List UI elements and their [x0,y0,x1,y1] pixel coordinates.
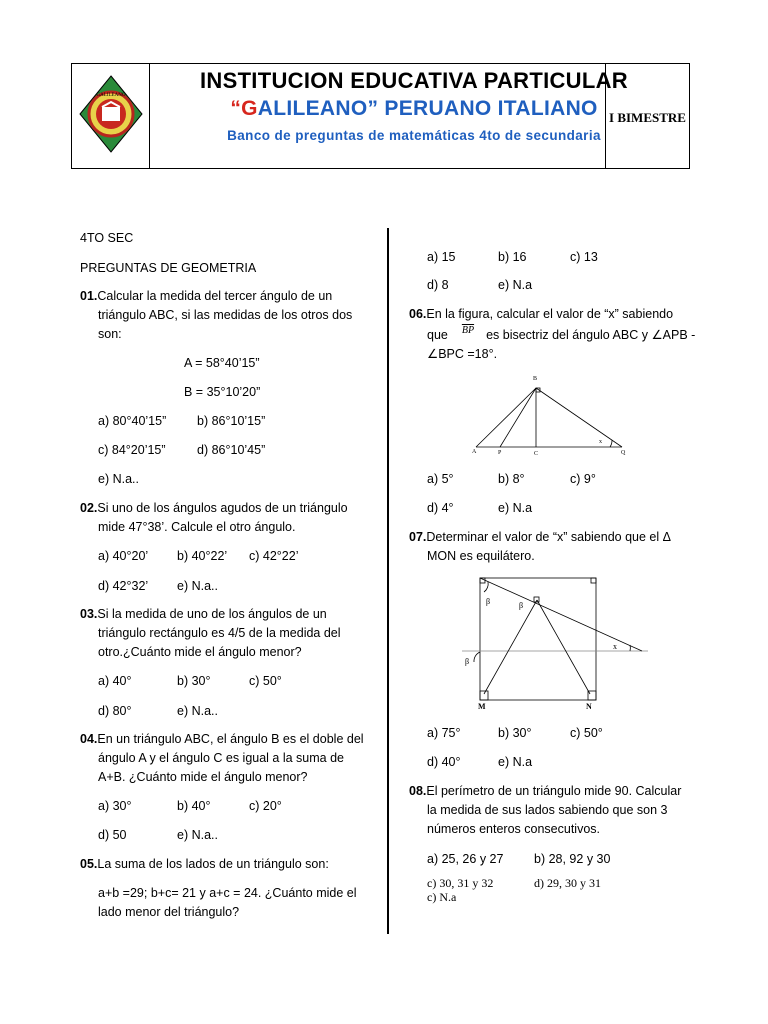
q1-option-a[interactable]: a) 80°40’15” [98,414,167,428]
q1-text-3: son: [98,327,122,341]
q7-angle-beta-arc-3 [474,652,480,662]
q4-option-b[interactable]: b) 40° [177,799,211,813]
q8-text-2: la medida de sus lados sabiendo que son 3 [427,803,668,817]
q8-option-b[interactable]: b) 28, 92 y 30 [534,852,611,866]
q2-option-c[interactable]: c) 42°22’ [249,549,299,563]
q3-text-3: otro.¿Cuánto mide el ángulo menor? [98,645,302,659]
q8-option-c[interactable]: c) 30, 31 y 32 [427,876,494,890]
q4-option-a[interactable]: a) 30° [98,799,132,813]
q6-label-b: B [533,376,538,382]
q5-text-3: lado menor del triángulo? [98,905,240,919]
q8-option-d[interactable]: d) 29, 30 y 31 [534,876,601,890]
q6-label-c: C [534,451,539,457]
q6-side-bq [536,388,622,447]
q6-option-a[interactable]: a) 5° [427,472,454,486]
segment-bp-label: $\overline{BP}$ [461,325,475,336]
q6-side-ab [476,388,536,447]
q8-number [409,782,681,801]
q5-option-e[interactable]: e) N.a [498,278,533,292]
q1-option-e[interactable]: e) N.a.. [98,472,139,486]
q6-text-2b: es bisectriz del ángulo ABC y ∠APB - [486,328,696,342]
q3-option-e[interactable]: e) N.a.. [177,704,218,718]
q7-angle-beta-arc-1 [484,582,488,592]
q4-option-c[interactable]: c) 20° [249,799,282,813]
q3-text-1: Si la medida de uno de los ángulos de un [97,607,327,621]
q4-num: 04. [80,732,98,746]
q1-text-2: triángulo ABC, si las medidas de los otros dos [98,308,353,322]
q5-number [80,855,329,874]
q6-text-2a: que [427,328,448,342]
q5-text-2: a+b =29; b+c= 21 y a+c = 24. ¿Cuánto mide el [98,886,357,900]
q2-number [80,499,348,518]
title-cell [150,64,678,168]
section-title: PREGUNTAS DE GEOMETRIA [80,261,257,275]
q6-number [409,305,673,324]
q1-angle-b: B = 35°10’20” [184,385,261,399]
grade-label: 4TO SEC [80,231,134,245]
q1-option-b[interactable]: b) 86°10’15” [197,414,266,428]
q7-option-a[interactable]: a) 75° [427,726,461,740]
q7-text-2: MON es equilátero. [427,549,535,563]
q8-option-a[interactable]: a) 25, 26 y 27 [427,852,504,866]
q3-option-d[interactable]: d) 80° [98,704,132,718]
q6-option-c[interactable]: c) 9° [570,472,596,486]
q4-option-e[interactable]: e) N.a.. [177,828,218,842]
q2-text-2: mide 47°38’. Calcule el otro ángulo. [98,520,296,534]
q6-option-e[interactable]: e) N.a [498,501,533,515]
q8-text-3: números enteros consecutivos. [427,822,601,836]
period-cell [605,64,689,168]
q7-option-d[interactable]: d) 40° [427,755,461,769]
column-divider [387,228,389,934]
q6-text-2 [427,326,695,346]
q7-text-1: Determinar el valor de “x” sabiendo que el Δ [426,530,671,544]
q6-label-a: A [472,449,477,455]
logo-cell [72,64,150,168]
q1-option-d[interactable]: d) 86°10’45” [197,443,266,457]
q5-option-c[interactable]: c) 13 [570,250,598,264]
q7-option-c[interactable]: c) 50° [570,726,603,740]
q7-side-om [484,600,537,694]
q7-number [409,528,671,547]
q3-option-c[interactable]: c) 50° [249,674,282,688]
q7-corner-mark-tr [591,578,596,583]
logo-text: GALILEANO [96,93,126,98]
q7-num: 07. [409,530,427,544]
q1-num: 01. [80,289,98,303]
q3-option-a[interactable]: a) 40° [98,674,132,688]
bank-title: Banco de preguntas de matemáticas 4to de secundaria [227,128,601,143]
q5-option-d[interactable]: d) 8 [427,278,449,292]
school-title: INSTITUCION EDUCATIVA PARTICULAR [200,68,628,93]
q6-label-x: x [599,439,602,445]
q3-number [80,605,327,624]
q6-bisector-bp [500,388,536,447]
q2-option-b[interactable]: b) 40°22’ [177,549,228,563]
q8-num: 08. [409,784,427,798]
subtitle-tail: PERUANO ITALIANO [378,97,598,120]
subtitle-g: G [241,97,258,120]
q6-num: 06. [409,307,427,321]
q7-corner-mark-bl [480,691,488,700]
q5-option-a[interactable]: a) 15 [427,250,456,264]
q7-square [480,578,596,700]
q2-num: 02. [80,501,98,515]
school-subtitle [150,97,678,121]
subtitle-rest: ALILEANO” [257,97,379,120]
school-logo-icon [78,74,144,154]
q7-label-m: M [478,702,486,711]
q4-text-3: A+B. ¿Cuánto mide el ángulo menor? [98,770,308,784]
q5-num: 05. [80,857,98,871]
q1-number [80,287,332,306]
q7-figure [462,574,648,714]
q2-text-1: Si uno de los ángulos agudos de un triángulo [97,501,348,515]
subtitle-quote-open: “ [230,97,242,120]
q5-text-1: La suma de los lados de un triángulo son: [97,857,329,871]
q7-option-e[interactable]: e) N.a [498,755,533,769]
header-box [71,63,690,169]
q3-text-2: triángulo rectángulo es 4/5 de la medida del [98,626,341,640]
q4-option-d[interactable]: d) 50 [98,828,127,842]
q6-label-q: Q [621,450,626,456]
q2-option-d[interactable]: d) 42°32’ [98,579,149,593]
q4-text-1: En un triángulo ABC, el ángulo B es el doble del [97,732,364,746]
q6-figure [466,370,632,462]
q6-angle-x-arc [610,440,612,447]
q6-text-1: En la figura, calcular el valor de “x” sabiendo [426,307,674,321]
q5-option-b[interactable]: b) 16 [498,250,527,264]
q4-text-2: ángulo A y el ángulo C es igual a la suma de [98,751,345,765]
q2-option-a[interactable]: a) 40°20’ [98,549,149,563]
q7-diagonal-line [480,578,642,651]
q1-angle-a: A = 58°40’15” [184,356,260,370]
q6-label-p: P [498,450,502,456]
q6-text-3: ∠BPC =18°. [427,347,498,361]
q6-option-d[interactable]: d) 4° [427,501,454,515]
q7-label-x: x [613,642,617,651]
q4-number [80,730,364,749]
q2-option-e[interactable]: e) N.a.. [177,579,218,593]
q1-option-c[interactable]: c) 84°20’15” [98,443,166,457]
q7-side-on [537,600,590,694]
q3-option-b[interactable]: b) 30° [177,674,211,688]
q7-label-beta-1: β [486,597,491,606]
q1-text-1: Calcular la medida del tercer ángulo de un [97,289,333,303]
q7-label-n: N [586,702,592,711]
q7-option-b[interactable]: b) 30° [498,726,532,740]
q7-label-beta-2: β [519,601,524,610]
q7-label-beta-3: β [465,657,470,666]
q6-option-b[interactable]: b) 8° [498,472,525,486]
q8-text-1: El perímetro de un triángulo mide 90. Calcular [426,784,682,798]
period-label: I BIMESTRE [609,110,686,125]
q3-num: 03. [80,607,98,621]
q8-option-e[interactable]: c) N.a [427,890,457,904]
